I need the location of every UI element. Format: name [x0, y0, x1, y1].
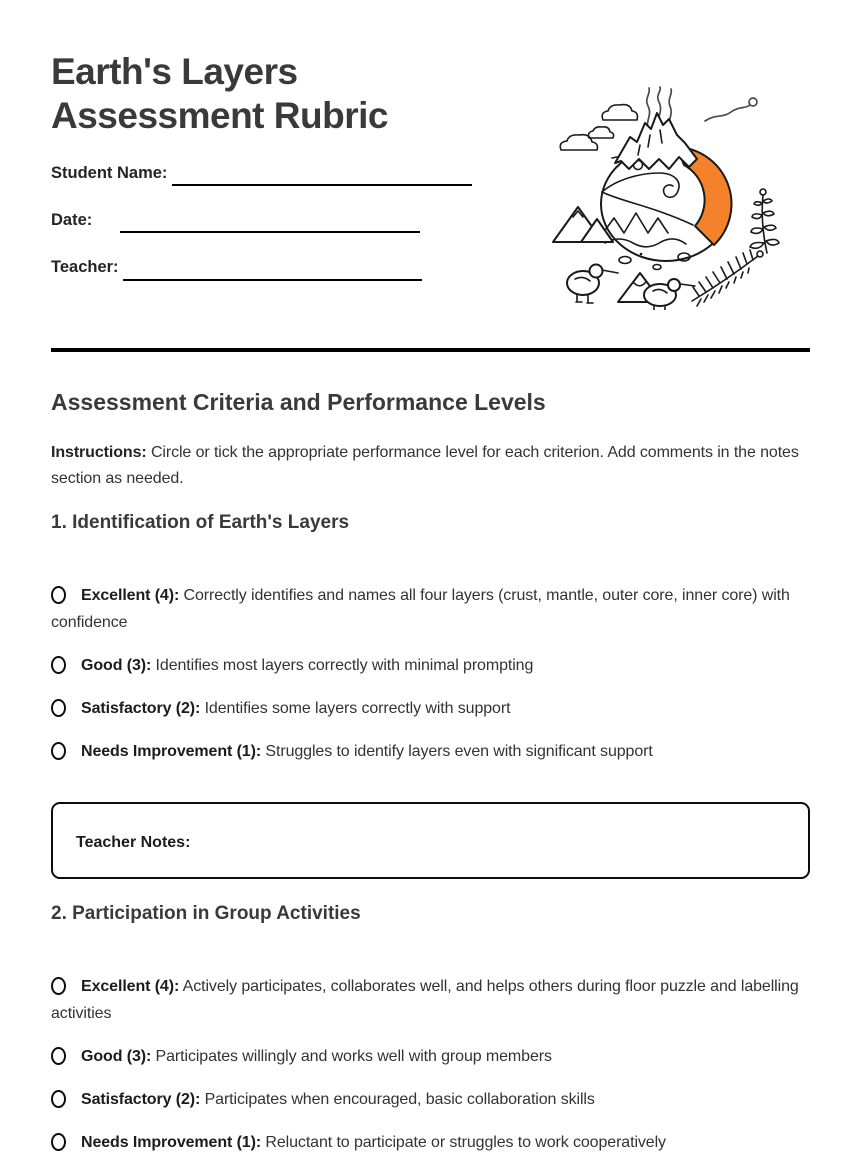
option-row: Needs Improvement (1): Reluctant to participate or struggles to work cooperatively [51, 1129, 813, 1156]
radio-good-3[interactable] [51, 656, 66, 674]
criterion-1-heading: 1. Identification of Earth's Layers [51, 512, 350, 533]
radio-needs-improvement-1[interactable] [51, 1133, 66, 1151]
radio-satisfactory-2[interactable] [51, 699, 66, 717]
criterion-1-options [51, 582, 813, 781]
kiwi-bird-icon [567, 265, 618, 304]
date-input[interactable] [120, 231, 420, 233]
option-row: Good (3): Identifies most layers correctly with minimal prompting [51, 652, 813, 679]
radio-excellent-4[interactable] [51, 977, 66, 995]
criterion-2-options [51, 973, 813, 1161]
earth-layers-illustration [545, 85, 800, 310]
section-divider [51, 348, 810, 352]
option-row: Satisfactory (2): Identifies some layers correctly with support [51, 695, 813, 722]
teacher-label: Teacher: [51, 258, 119, 276]
student-name-input[interactable] [172, 184, 472, 186]
radio-excellent-4[interactable] [51, 586, 66, 604]
teacher-notes-label: Teacher Notes: [76, 834, 191, 851]
volcano-icon [615, 113, 697, 169]
instructions-text: Instructions: Circle or tick the appropriate performance level for each criterion. Add comments in the notes section as needed. [51, 444, 799, 487]
option-row: Good (3): Participates willingly and works well with group members [51, 1043, 813, 1070]
option-row: Excellent (4): Correctly identifies and names all four layers (crust, mantle, outer core, inner core) with confidence [51, 587, 790, 631]
criterion-2-heading: 2. Participation in Group Activities [51, 903, 361, 924]
teacher-input[interactable] [123, 279, 422, 281]
teacher-notes-box[interactable] [51, 802, 810, 879]
date-label: Date: [51, 211, 93, 229]
student-name-label: Student Name: [51, 164, 168, 182]
radio-satisfactory-2[interactable] [51, 1090, 66, 1108]
option-row: Excellent (4): Actively participates, collaborates well, and helps others during floor puzzle and labelling activities [51, 978, 799, 1022]
leaf-sprig-icon [750, 189, 779, 253]
radio-good-3[interactable] [51, 1047, 66, 1065]
page-title: Earth's Layers Assessment Rubric [51, 51, 388, 136]
option-row: Needs Improvement (1): Struggles to identify layers even with significant support [51, 738, 813, 765]
fern-icon [692, 250, 763, 306]
assessment-section-heading: Assessment Criteria and Performance Levels [51, 389, 546, 415]
option-row: Satisfactory (2): Participates when encouraged, basic collaboration skills [51, 1086, 813, 1113]
kiwi-bird-icon [644, 279, 695, 310]
radio-needs-improvement-1[interactable] [51, 742, 66, 760]
instructions-label: Instructions: [51, 444, 147, 461]
